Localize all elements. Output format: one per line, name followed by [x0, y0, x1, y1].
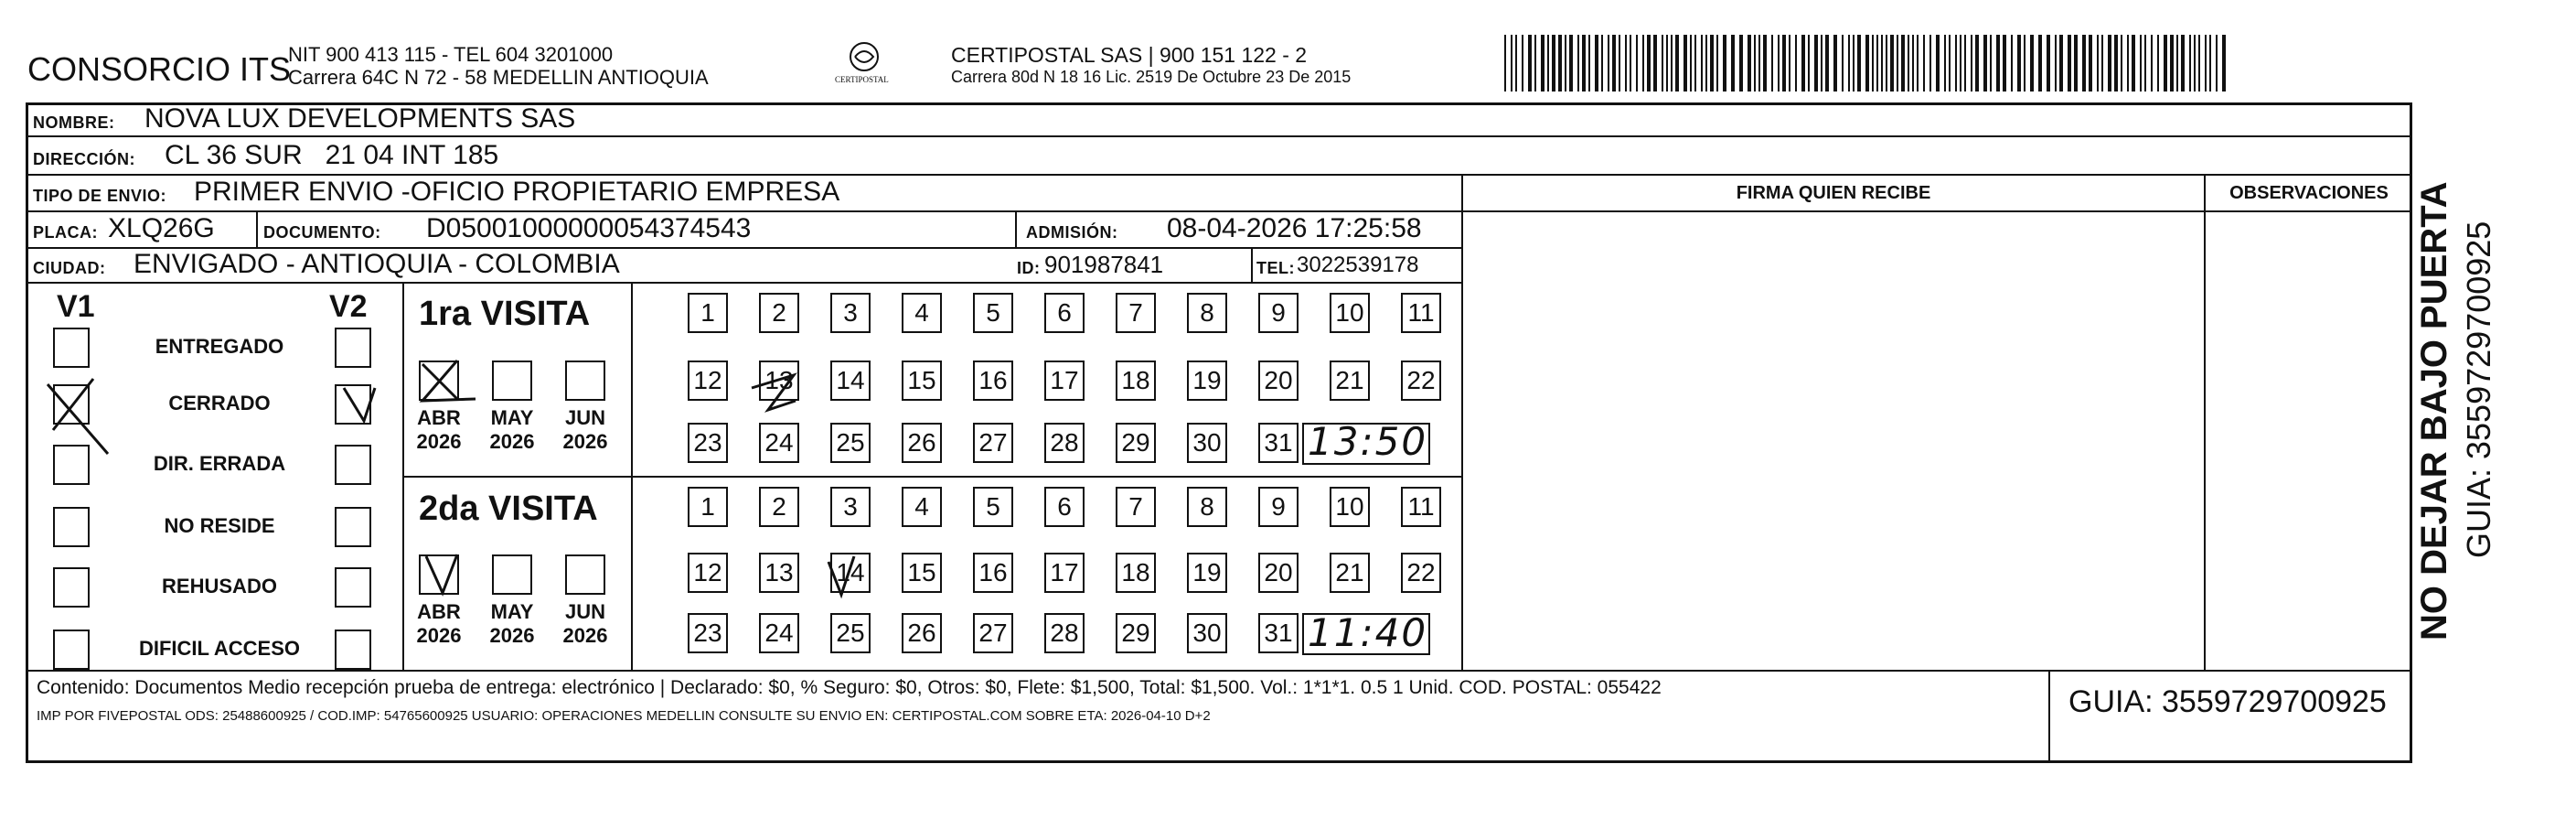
day-box[interactable]: 19: [1187, 553, 1227, 593]
abr-first-visit-checkmark: [422, 361, 476, 401]
admision-label: ADMISIÓN:: [1026, 223, 1118, 242]
day-box[interactable]: 20: [1258, 361, 1299, 401]
status-option-label: DIR. ERRADA: [153, 452, 286, 475]
day-box[interactable]: 25: [830, 613, 871, 653]
year-label: 2026: [562, 430, 608, 453]
day-box[interactable]: 8: [1187, 487, 1227, 527]
day-box[interactable]: 28: [1044, 423, 1085, 463]
placa-label: PLACA:: [33, 223, 98, 242]
status-option-label: DIFICIL ACCESO: [138, 637, 300, 660]
year-label: 2026: [562, 624, 608, 647]
status-option-label: CERRADO: [168, 392, 271, 414]
day-box[interactable]: 27: [973, 423, 1013, 463]
second-visit-time: 11:40: [1308, 610, 1428, 655]
side-guia-number: GUIA: 3559729700925: [2460, 221, 2497, 558]
footer-guia: GUIA: 3559729700925: [2068, 684, 2387, 719]
month-label: MAY: [490, 600, 534, 623]
day-box[interactable]: 29: [1116, 613, 1156, 653]
day-box[interactable]: 20: [1258, 553, 1299, 593]
month-label: ABR: [417, 406, 461, 429]
day-box[interactable]: 14: [830, 361, 871, 401]
firma-column-header: FIRMA QUIEN RECIBE: [1736, 183, 1931, 203]
day-box[interactable]: 17: [1044, 361, 1085, 401]
footer-print-line: IMP POR FIVEPOSTAL ODS: 25488600925 / COD.IMP: 54765600925 USUARIO: OPERACIONES MEDELLIN CONSULTE SU ENVIO EN: CERTIPOSTAL.COM SOBRE ETA: 2026-04-10 D+2: [37, 708, 1211, 724]
day-box[interactable]: 31: [1258, 423, 1299, 463]
cerrado-v1-checkmark: [48, 379, 108, 454]
day-box[interactable]: 30: [1187, 613, 1227, 653]
direccion-value: CL 36 SUR 21 04 INT 185: [165, 140, 499, 170]
company-address-line: Carrera 64C N 72 - 58 MEDELLIN ANTIOQUIA: [288, 66, 709, 89]
day-box[interactable]: 3: [830, 293, 871, 333]
day-box[interactable]: 8: [1187, 293, 1227, 333]
day-box[interactable]: 11: [1401, 293, 1441, 333]
status-option-label: NO RESIDE: [164, 514, 275, 537]
tel-value: 3022539178: [1297, 253, 1419, 277]
day-box[interactable]: 19: [1187, 361, 1227, 401]
day-box[interactable]: 16: [973, 361, 1013, 401]
placa-value: XLQ26G: [108, 213, 215, 243]
carrier-line-2: Carrera 80d N 18 16 Lic. 2519 De Octubre 23 De 2015: [951, 68, 1352, 86]
id-value: 901987841: [1044, 251, 1164, 278]
day-box[interactable]: 10: [1330, 293, 1370, 333]
day-box[interactable]: 15: [902, 361, 942, 401]
v2-header: V2: [329, 289, 368, 324]
day-box[interactable]: 30: [1187, 423, 1227, 463]
day-13-checkmark: [752, 375, 796, 410]
no-dejar-bajo-puerta-warning: NO DEJAR BAJO PUERTA: [2414, 181, 2454, 640]
day-box[interactable]: 4: [902, 487, 942, 527]
admision-value: 08-04-2026 17:25:58: [1167, 213, 1422, 243]
day-box[interactable]: 3: [830, 487, 871, 527]
day-box[interactable]: 18: [1116, 361, 1156, 401]
ciudad-label: CIUDAD:: [33, 259, 106, 277]
day-box[interactable]: 9: [1258, 293, 1299, 333]
nombre-label: NOMBRE:: [33, 113, 115, 132]
day-box[interactable]: 14: [830, 553, 871, 593]
first-visit-time: 13:50: [1308, 419, 1428, 464]
day-14-checkmark: [828, 556, 854, 595]
abr-second-visit-checkmark: [426, 554, 457, 593]
day-box[interactable]: 13: [759, 361, 799, 401]
year-label: 2026: [416, 624, 462, 647]
day-box[interactable]: 26: [902, 423, 942, 463]
year-label: 2026: [416, 430, 462, 453]
id-label: ID:: [1017, 259, 1041, 277]
day-box[interactable]: 23: [688, 613, 728, 653]
day-box[interactable]: 31: [1258, 613, 1299, 653]
month-label: JUN: [564, 600, 605, 623]
year-label: 2026: [489, 430, 535, 453]
day-box[interactable]: 6: [1044, 293, 1085, 333]
carrier-line-1: CERTIPOSTAL SAS | 900 151 122 - 2: [951, 43, 1308, 67]
status-option-label: REHUSADO: [162, 575, 277, 597]
day-box[interactable]: 13: [759, 553, 799, 593]
footer-content-line: Contenido: Documentos Medio recepción prueba de entrega: electrónico | Declarado: $0, % Seguro: $0, Otros: $0, Flete: $1,500, Total: $1,500. Vol.: 1*1*1. 0.5 1 Unid. COD. POSTAL: 055422: [37, 677, 1662, 698]
v1-header: V1: [57, 289, 95, 324]
day-box[interactable]: 2: [759, 487, 799, 527]
day-box[interactable]: 12: [688, 553, 728, 593]
day-box[interactable]: 4: [902, 293, 942, 333]
day-box[interactable]: 27: [973, 613, 1013, 653]
day-box[interactable]: 29: [1116, 423, 1156, 463]
month-label: MAY: [490, 406, 534, 429]
month-label: ABR: [417, 600, 461, 623]
documento-value: D05001000000054374543: [426, 213, 752, 243]
day-box[interactable]: 22: [1401, 361, 1441, 401]
day-box[interactable]: 18: [1116, 553, 1156, 593]
ciudad-value: ENVIGADO - ANTIOQUIA - COLOMBIA: [134, 249, 620, 279]
day-box[interactable]: 28: [1044, 613, 1085, 653]
day-box[interactable]: 23: [688, 423, 728, 463]
day-box[interactable]: 11: [1401, 487, 1441, 527]
day-box[interactable]: 24: [759, 423, 799, 463]
day-box[interactable]: 21: [1330, 361, 1370, 401]
day-box[interactable]: 17: [1044, 553, 1085, 593]
day-box[interactable]: 12: [688, 361, 728, 401]
second-visit-title: 2da VISITA: [419, 490, 598, 528]
status-option-label: ENTREGADO: [155, 335, 284, 358]
day-box[interactable]: 26: [902, 613, 942, 653]
day-box[interactable]: 25: [830, 423, 871, 463]
day-box[interactable]: 22: [1401, 553, 1441, 593]
company-name: CONSORCIO ITS: [27, 50, 292, 88]
day-box[interactable]: 7: [1116, 487, 1156, 527]
logo-caption: CERTIPOSTAL: [835, 75, 889, 84]
day-box[interactable]: 24: [759, 613, 799, 653]
observaciones-column-header: OBSERVACIONES: [2229, 183, 2389, 203]
month-label: JUN: [564, 406, 605, 429]
nombre-value: NOVA LUX DEVELOPMENTS SAS: [144, 103, 576, 134]
day-box[interactable]: 7: [1116, 293, 1156, 333]
company-nit-line: NIT 900 413 115 - TEL 604 3201000: [288, 43, 614, 66]
day-box[interactable]: 6: [1044, 487, 1085, 527]
day-box[interactable]: 1: [688, 487, 728, 527]
day-box[interactable]: 21: [1330, 553, 1370, 593]
tel-label: TEL:: [1256, 259, 1295, 277]
documento-label: DOCUMENTO:: [263, 223, 381, 242]
day-box[interactable]: 1: [688, 293, 728, 333]
day-box[interactable]: 16: [973, 553, 1013, 593]
tipo-envio-label: TIPO DE ENVIO:: [33, 187, 167, 205]
year-label: 2026: [489, 624, 535, 647]
day-box[interactable]: 5: [973, 293, 1013, 333]
day-box[interactable]: 15: [902, 553, 942, 593]
tipo-envio-value: PRIMER ENVIO -OFICIO PROPIETARIO EMPRESA: [194, 177, 840, 207]
day-box[interactable]: 9: [1258, 487, 1299, 527]
day-box[interactable]: 2: [759, 293, 799, 333]
first-visit-title: 1ra VISITA: [419, 295, 591, 333]
day-box[interactable]: 5: [973, 487, 1013, 527]
direccion-label: DIRECCIÓN:: [33, 150, 135, 168]
cerrado-v2-checkmark: [344, 388, 375, 421]
day-box[interactable]: 10: [1330, 487, 1370, 527]
